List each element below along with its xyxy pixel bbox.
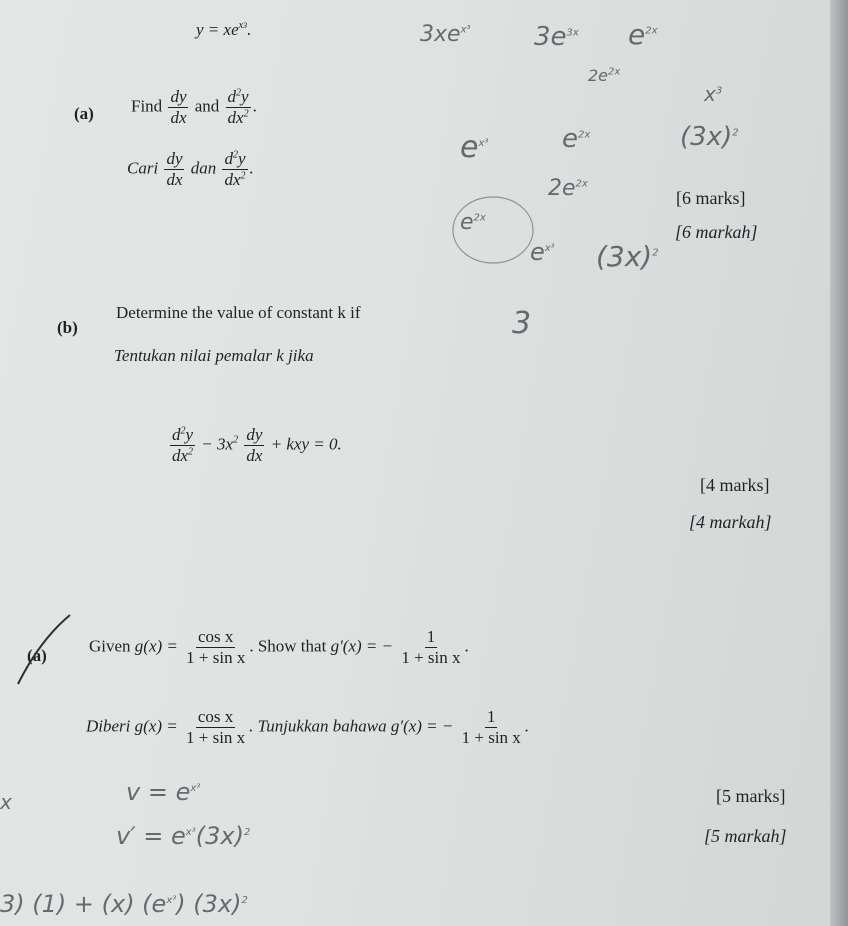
marks-b-ms: [4 markah]: [689, 512, 772, 532]
question-b-equation: $\frac{d^2y}{dx^2}$ − $3x^2$ $\frac{dy}{dx}$ + kxy = 0.: [172, 425, 342, 465]
handwriting-16: $v' = e^{x^3}(3x)^2$: [116, 822, 251, 850]
question-c-malay: Diberi g(x) = $\frac{\text{cos x}}{\text{1 + sin x}}$ . Tunjukkan bahawa g′(x) = − $\frac{1}{\text{1 + sin x}}$ .: [86, 707, 530, 747]
marks-c-ms: [5 markah]: [704, 826, 787, 846]
question-b-english: Determine the value of constant k if: [116, 303, 361, 322]
handwriting-9: $2e^{2x}$: [548, 176, 588, 201]
question-a-label: (a): [74, 104, 94, 123]
question-a-malay: Cari $\frac{dy}{dx}$ dan $\frac{d^2y}{dx^2}$ .: [127, 149, 254, 189]
marks-a-ms: [6 markah]: [675, 222, 758, 242]
handwriting-17: 3) (1) + (x) $(e^{x^3})$ $(3x)^2$: [0, 890, 248, 918]
handwriting-5: $x^3$: [704, 82, 723, 106]
handwriting-10: $e^{2x}$: [460, 210, 486, 235]
question-b-malay: Tentukan nilai pemalar k jika: [114, 346, 314, 365]
handwriting-1: $3xe^{x^3}$: [420, 22, 471, 47]
handwriting-8: $(3x)^2$: [680, 122, 739, 152]
d2y-dx2-fraction-ms: $\frac{d^2y}{dx^2}$: [224, 149, 246, 189]
paper-edge: [830, 0, 848, 926]
handwriting-2: $3e^{3x}$: [534, 22, 579, 52]
handwriting-12: $(3x)^2$: [596, 240, 659, 273]
question-c-english: Given g(x) = $\frac{\text{cos x}}{\text{1 + sin x}}$ . Show that g′(x) = − $\frac{1}{\text{1 + sin x}}$ .: [89, 627, 469, 667]
pencil-slash-mark: [18, 615, 70, 684]
question-b-label: (b): [57, 318, 78, 337]
question-c-label: (a): [27, 646, 47, 665]
handwriting-14: x: [0, 790, 12, 814]
marks-a-en: [6 marks]: [676, 188, 746, 208]
d2y-dx2-fraction: $\frac{d^2y}{dx^2}$: [227, 87, 249, 127]
handwriting-15: $v = e^{x^3}$: [126, 778, 201, 806]
dy-dx-fraction-ms: $\frac{dy}{dx}$: [166, 149, 183, 189]
question-a-english: Find $\frac{dy}{dx}$ and $\frac{d^2y}{dx^2}$ .: [131, 87, 257, 127]
marks-b-en: [4 marks]: [700, 475, 770, 495]
handwriting-11: $e^{x^3}$: [530, 238, 555, 266]
marks-c-en: [5 marks]: [716, 786, 786, 806]
dy-dx-fraction: $\frac{dy}{dx}$: [170, 87, 187, 127]
handwriting-6: $e^{x^3}$: [460, 130, 489, 165]
handwriting-4: $2e^{2x}$: [588, 66, 621, 85]
header-equation: $y = xe^{x3}$.: [196, 20, 252, 39]
handwriting-13: 3: [512, 306, 532, 341]
handwriting-3: $e^{2x}$: [628, 18, 658, 51]
handwriting-7: $e^{2x}$: [562, 124, 591, 154]
